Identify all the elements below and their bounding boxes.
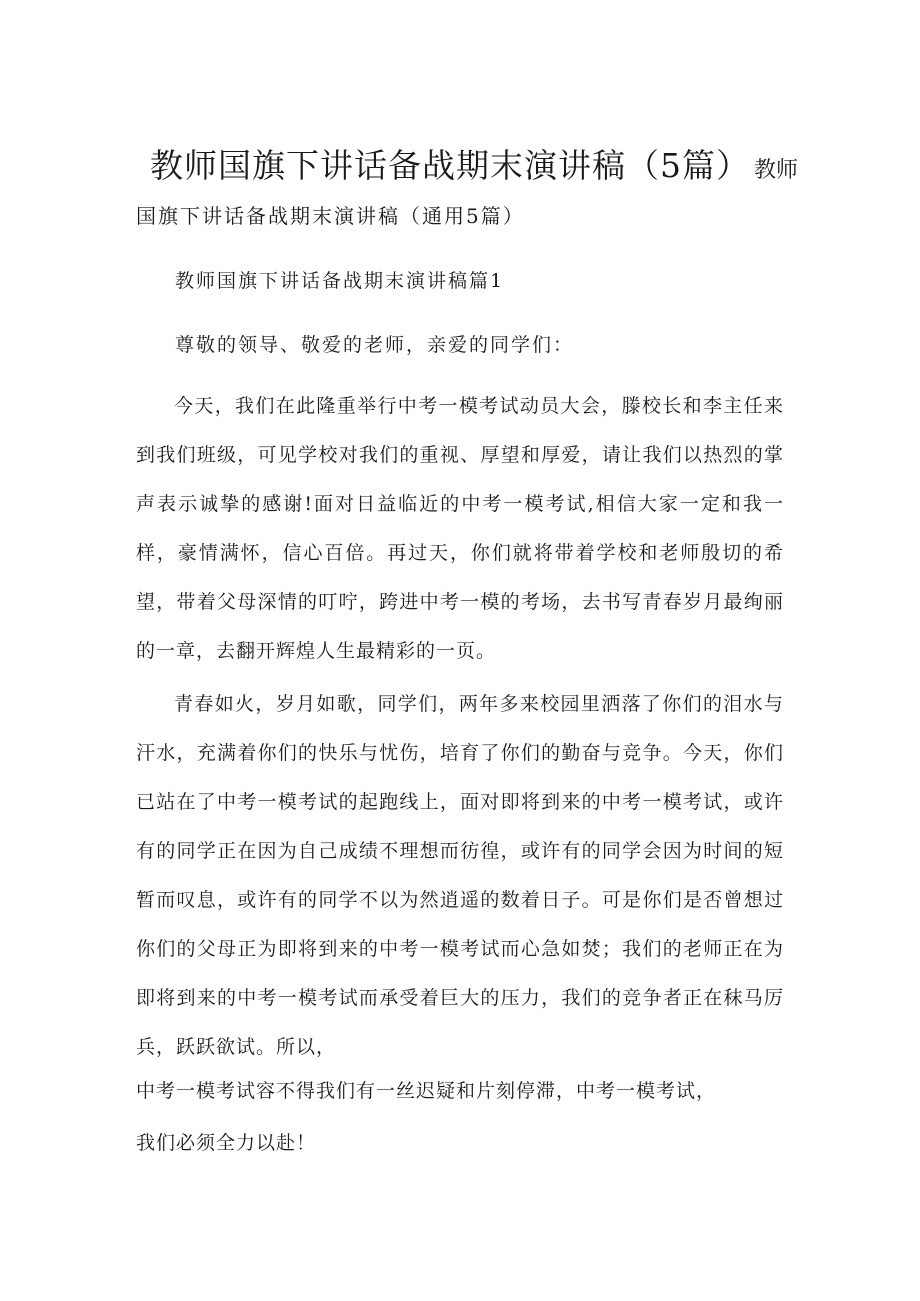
- document-title: [150, 140, 800, 187]
- section-heading: 教师国旗下讲话备战期末演讲稿篇1: [175, 270, 505, 292]
- paragraph-2: 青春如火，岁月如歌，同学们，两年多来校园里洒落了你们的泪水与汗水，充满着你们的快乐与忧伤，培育了你们的勤奋与竞争。今天，你们已站在了中考一模考试的起跑线上，面对即将到来的中考一模考试，或许有的同学正在因为自己成绩不理想而彷徨，或许有的同学会因为时间的短暂而叹息，或许有的同学不以为然逍遥的数着日子。可是你们是否曾想过你们的父母正为即将到来的中考一模考试而心急如焚；我们的老师正在为即将到来的中考一模考试而承受着巨大的压力，我们的竞争者正在秣马厉兵，跃跃欲试。所以，: [136, 693, 784, 1058]
- closing-line-1: 中考一模考试容不得我们有一丝迟疑和片刻停滞，中考一模考试，: [136, 1080, 717, 1102]
- paragraph-1: 今天，我们在此隆重举行中考一模考试动员大会，滕校长和李主任来到我们班级，可见学校对我们的重视、厚望和厚爱，请让我们以热烈的掌声表示诚挚的感谢!面对日益临近的中考一模考试,相信大家一定和我一样，豪情满怀，信心百倍。再过天，你们就将带着学校和老师殷切的希望，带着父母深情的叮咛，跨进中考一模的考场，去书写青春岁月最绚丽的一章，去翻开辉煌人生最精彩的一页。: [136, 395, 784, 662]
- closing-line-2: 我们必须全力以赴！: [136, 1132, 317, 1154]
- document-subtitle: 国旗下讲话备战期末演讲稿（通用5篇）: [136, 204, 525, 228]
- title-main: 教师国旗下讲话备战期末演讲稿（5篇）: [150, 146, 750, 185]
- title-tail: 教师: [754, 158, 799, 183]
- salutation: 尊敬的领导、敬爱的老师，亲爱的同学们：: [175, 334, 575, 356]
